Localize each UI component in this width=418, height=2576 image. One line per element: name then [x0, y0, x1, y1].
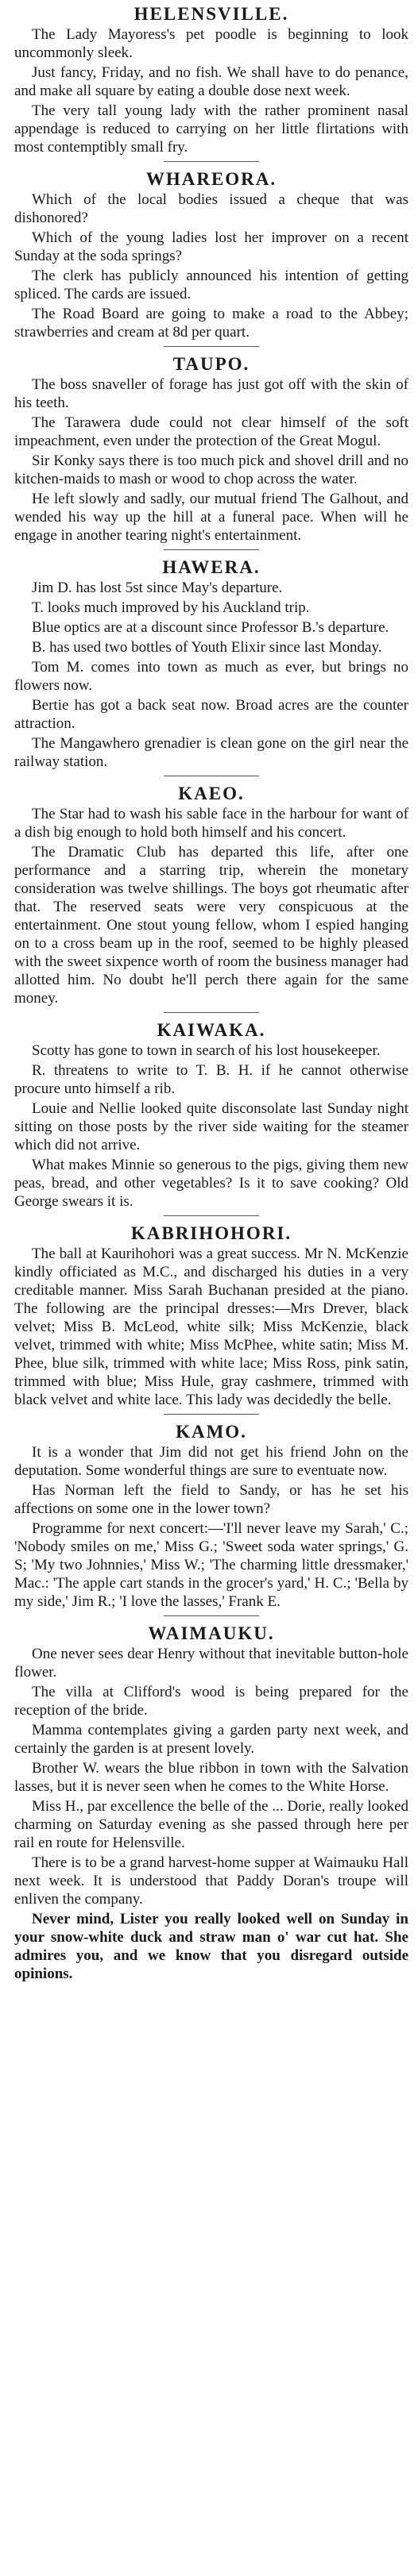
news-paragraph: The clerk has publicly announced his intention of getting spliced. The cards are issued.	[14, 268, 408, 302]
news-paragraph: The Road Board are going to make a road to the Abbey; strawberries and cream at 8d per quart.	[14, 306, 408, 341]
news-paragraph: It is a wonder that Jim did not get his friend John on the deputation. Some wonderful things are sure to eventuate now.	[14, 1444, 408, 1479]
news-paragraph: Louie and Nellie looked quite disconsolate last Sunday night sitting on those posts by the river side waiting for the steamer which did not arrive.	[14, 1100, 408, 1153]
news-section	[14, 0, 408, 156]
news-paragraph: He left slowly and sadly, our mutual friend The Galhout, and wended his way up the hill at a funeral pace. When will he engage in another tearing night's entertainment.	[14, 491, 408, 544]
section-heading: KABRIHOHORI.	[130, 1223, 292, 1243]
news-paragraph: Never mind, Lister you really looked well on Sunday in your snow-white duck and straw man o' war cut hat. She admires you, and we know that you disregard outside opinions.	[14, 1911, 408, 1982]
section-divider	[164, 549, 259, 550]
news-section	[14, 780, 408, 1007]
section-divider	[164, 346, 259, 347]
news-paragraph: T. looks much improved by his Auckland trip.	[32, 599, 310, 616]
news-section	[14, 1418, 408, 1611]
news-paragraph: The Lady Mayoress's pet poodle is beginning to look uncommonly sleek.	[14, 26, 408, 61]
section-divider	[164, 1215, 259, 1216]
news-paragraph: R. threatens to write to T. B. H. if he cannot otherwise procure unto himself a rib.	[14, 1062, 408, 1097]
section-divider	[164, 1414, 259, 1415]
news-paragraph: Which of the local bodies issued a cheque that was dishonored?	[14, 191, 408, 226]
news-paragraph: The Star had to wash his sable face in the harbour for want of a dish big enough to hold both himself and his concert.	[14, 806, 408, 841]
section-divider	[164, 161, 259, 162]
news-paragraph: The Dramatic Club has departed this life, after one performance and a starring trip, wherein the monetary consideration was twelve shillings. The boys got rheumatic after that. The reserved seats were very conspicuous at the entertainment. One stout young fellow, whom I espied hanging on to a cross beam up in the roof, seemed to be highly pleased with the sweet sixpence worth of room the business manager had allotted him. No doubt he'll perch there again for the same money.	[14, 844, 408, 1007]
section-heading: KAIWAKA.	[157, 1020, 266, 1040]
news-paragraph: What makes Minnie so generous to the pigs, giving them new peas, bread, and other vegetables? Is it to save cooking? Old George swears it is.	[14, 1157, 408, 1210]
news-paragraph: Mamma contemplates giving a garden party next week, and certainly the garden is at present lovely.	[14, 1722, 408, 1757]
news-section	[14, 350, 408, 545]
news-section	[14, 1016, 408, 1211]
news-section	[14, 1619, 408, 1983]
news-paragraph: Bertie has got a back seat now. Broad acres are the counter attraction.	[14, 697, 408, 732]
news-section	[14, 553, 408, 771]
section-heading: HELENSVILLE.	[134, 4, 289, 24]
section-heading: TAUPO.	[172, 354, 250, 374]
news-paragraph: B. has used two bottles of Youth Elixir since last Monday.	[32, 639, 382, 656]
news-paragraph: Has Norman left the field to Sandy, or has he set his affections on some one in the lower town?	[14, 1482, 408, 1517]
news-paragraph: Tom M. comes into town as much as ever, but brings no flowers now.	[14, 659, 408, 694]
news-paragraph: The boss snaveller of forage has just got off with the skin of his teeth.	[14, 376, 408, 411]
section-heading: WHAREORA.	[145, 169, 277, 189]
section-divider	[164, 1012, 259, 1013]
section-heading: KAMO.	[176, 1422, 247, 1442]
news-paragraph: The Mangawhero grenadier is clean gone on the girl near the railway station.	[14, 735, 408, 770]
section-heading: WAIMAUKU.	[148, 1623, 275, 1643]
news-paragraph: The Tarawera dude could not clear himself of the soft impeachment, even under the protection of the Great Mogul.	[14, 414, 408, 449]
news-paragraph: The villa at Clifford's wood is being prepared for the reception of the bride.	[14, 1684, 408, 1719]
news-paragraph: Jim D. has lost 5st since May's departure.	[32, 580, 283, 596]
news-paragraph: Programme for next concert:—'I'll never leave my Sarah,' C.; 'Nobody smiles on me,' Miss G.; 'Sweet soda water springs,' G. S; 'My two Johnnies,' Miss W.; 'The charming little dressmaker,' Mac.: 'The apple cart stands in the grocer's yard,' H. C.; 'Bella by my side,' Jim R.; 'I love the lasses,' Frank E.	[14, 1520, 408, 1610]
section-heading: HAWERA.	[162, 557, 261, 577]
section-divider	[164, 1615, 259, 1616]
news-section	[14, 165, 408, 341]
news-paragraph: Which of the young ladies lost her improver on a recent Sunday at the soda springs?	[14, 229, 408, 264]
news-paragraph: Miss H., par excellence the belle of the ... Dorie, really looked charming on Saturday evening as she passed through here per rail en route for Helensville.	[14, 1798, 408, 1851]
news-paragraph: Just fancy, Friday, and no fish. We shall have to do penance, and make all square by eating a double dose next week.	[14, 64, 408, 99]
news-paragraph: Brother W. wears the blue ribbon in town with the Salvation lasses, but it is never seen when he comes to the White Horse.	[14, 1760, 408, 1795]
news-paragraph: There is to be a grand harvest-home supper at Waimauku Hall next week. It is understood that Paddy Doran's troupe will enliven the company.	[14, 1854, 408, 1908]
section-heading: KAEO.	[178, 784, 245, 803]
news-paragraph: The ball at Kaurihohori was a great success. Mr N. McKenzie kindly officiated as M.C., and discharged his duties in a very creditable manner. Miss Sarah Buchanan presided at the piano. The following are the principal dresses:—Mrs Drever, black velvet; Miss B. McLeod, white silk; Miss McKenzie, black velvet, trimmed with white; Miss McPhee, white satin; Miss M. Phee, blue silk, trimmed with white lace; Miss Ross, pink satin, trimmed with blue; Miss Hule, gray cashmere, trimmed with black velvet and white lace. This lady was decidedly the belle.	[14, 1246, 408, 1408]
news-paragraph: One never sees dear Henry without that inevitable button-hole flower.	[14, 1646, 408, 1681]
news-paragraph: Scotty has gone to town in search of his lost housekeeper.	[32, 1042, 381, 1059]
news-section	[14, 1219, 408, 1409]
news-paragraph: Sir Konky says there is too much pick and shovel drill and no kitchen-maids to mash or wood to chop across the water.	[14, 452, 408, 487]
news-paragraph: The very tall young lady with the rather prominent nasal appendage is reduced to carrying on her little flirtations with most contemptibly small fry.	[14, 102, 408, 156]
news-paragraph: Blue optics are at a discount since Professor B.'s departure.	[32, 619, 389, 636]
